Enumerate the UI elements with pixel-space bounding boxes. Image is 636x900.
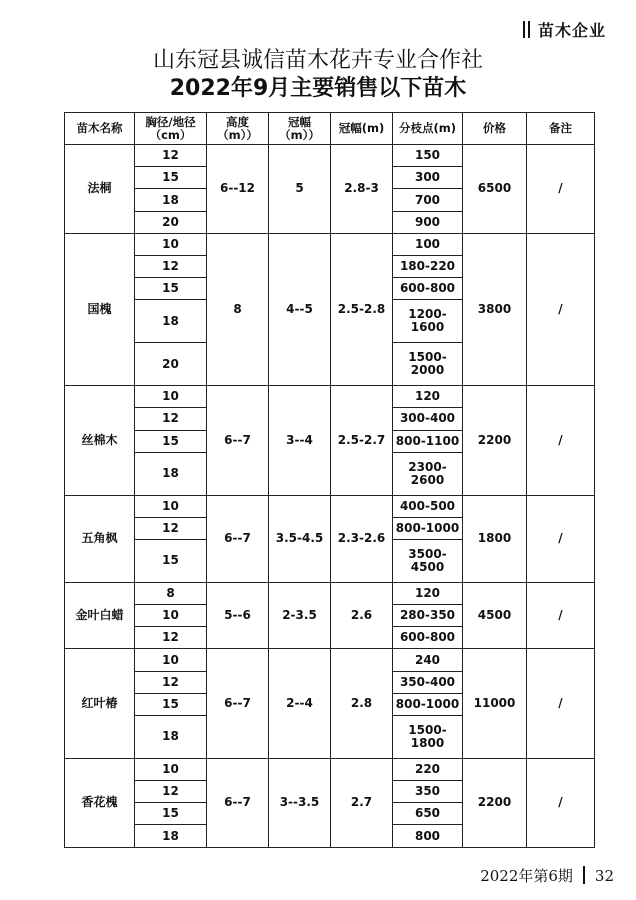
cell-dbh: 15: [135, 278, 207, 300]
header-branch: 分枝点(m): [393, 113, 463, 145]
cell-dbh: 12: [135, 256, 207, 278]
cell-dbh: 12: [135, 145, 207, 167]
cell-branch: 600-800: [393, 627, 463, 649]
cell-dbh: 15: [135, 803, 207, 825]
cell-crown-m: 2.6: [331, 582, 393, 649]
table-row: [65, 145, 595, 167]
cell-dbh: 12: [135, 671, 207, 693]
issue-label: 2022年第6期: [480, 867, 573, 885]
cell-dbh: 12: [135, 781, 207, 803]
tag-bar: [528, 21, 530, 38]
table-row: [65, 758, 595, 780]
cell-dbh: 20: [135, 343, 207, 386]
cell-branch: 600-800: [393, 278, 463, 300]
cell-price: 6500: [463, 145, 527, 234]
cell-branch: 700: [393, 189, 463, 211]
cell-height: 8: [207, 233, 269, 385]
cell-dbh: 18: [135, 189, 207, 211]
cell-height: 6--7: [207, 649, 269, 758]
cell-branch: 1500-1800: [393, 716, 463, 759]
cell-height: 6--12: [207, 145, 269, 234]
cell-branch: 280-350: [393, 605, 463, 627]
cell-name: 国槐: [65, 233, 135, 385]
header-dbh: 胸径/地径 （cm）: [135, 113, 207, 145]
cell-branch: 300: [393, 167, 463, 189]
cell-branch: 800: [393, 825, 463, 848]
cell-name: 丝棉木: [65, 386, 135, 495]
cell-dbh: 18: [135, 300, 207, 343]
cell-branch: 1500-2000: [393, 343, 463, 386]
header-name: 苗木名称: [65, 113, 135, 145]
cell-price: 2200: [463, 758, 527, 847]
cell-branch: 800-1000: [393, 693, 463, 715]
cell-dbh: 15: [135, 430, 207, 452]
cell-note: /: [527, 649, 595, 758]
cell-note: /: [527, 145, 595, 234]
cell-name: 香花槐: [65, 758, 135, 847]
cell-branch: 240: [393, 649, 463, 671]
cell-dbh: 20: [135, 211, 207, 233]
nursery-price-table: [64, 112, 595, 848]
cell-crown: 3.5-4.5: [269, 495, 331, 582]
cell-dbh: 10: [135, 605, 207, 627]
cell-price: 2200: [463, 386, 527, 495]
cell-note: /: [527, 233, 595, 385]
cell-branch: 2300-2600: [393, 452, 463, 495]
table-header-row: [65, 113, 595, 145]
cell-note: /: [527, 582, 595, 649]
cell-branch: 300-400: [393, 408, 463, 430]
page-footer: [480, 865, 614, 886]
tag-bar: [523, 21, 525, 38]
cell-branch: 220: [393, 758, 463, 780]
cell-dbh: 15: [135, 693, 207, 715]
cell-dbh: 10: [135, 233, 207, 255]
cell-crown-m: 2.5-2.8: [331, 233, 393, 385]
table-row: [65, 495, 595, 517]
cell-name: 红叶椿: [65, 649, 135, 758]
cell-dbh: 18: [135, 825, 207, 848]
cell-crown-m: 2.8-3: [331, 145, 393, 234]
cell-price: 1800: [463, 495, 527, 582]
cell-dbh: 8: [135, 582, 207, 604]
cell-crown-m: 2.5-2.7: [331, 386, 393, 495]
cell-branch: 180-220: [393, 256, 463, 278]
header-note: 备注: [527, 113, 595, 145]
cell-branch: 1200-1600: [393, 300, 463, 343]
header-height: 高度 （m））: [207, 113, 269, 145]
cell-crown-m: 2.3-2.6: [331, 495, 393, 582]
cell-branch: 100: [393, 233, 463, 255]
cell-price: 3800: [463, 233, 527, 385]
table-row: [65, 386, 595, 408]
cell-crown-m: 2.8: [331, 649, 393, 758]
title-company: 山东冠县诚信苗木花卉专业合作社: [152, 48, 483, 73]
cell-crown: 3--3.5: [269, 758, 331, 847]
cell-branch: 900: [393, 211, 463, 233]
cell-dbh: 12: [135, 627, 207, 649]
cell-crown: 2--4: [269, 649, 331, 758]
table-row: [65, 649, 595, 671]
table-row: [65, 582, 595, 604]
cell-branch: 800-1000: [393, 517, 463, 539]
cell-dbh: 15: [135, 539, 207, 582]
cell-branch: 800-1100: [393, 430, 463, 452]
cell-crown: 4--5: [269, 233, 331, 385]
header-price: 价格: [463, 113, 527, 145]
cell-dbh: 12: [135, 408, 207, 430]
cell-branch: 350-400: [393, 671, 463, 693]
cell-branch: 350: [393, 781, 463, 803]
table-body: [65, 145, 595, 848]
cell-note: /: [527, 758, 595, 847]
cell-branch: 650: [393, 803, 463, 825]
table-row: [65, 233, 595, 255]
cell-dbh: 18: [135, 452, 207, 495]
cell-note: /: [527, 495, 595, 582]
cell-crown-m: 2.7: [331, 758, 393, 847]
cell-height: 5--6: [207, 582, 269, 649]
section-tag: [523, 18, 606, 41]
section-tag-label: 苗木企业: [537, 21, 606, 40]
cell-crown: 2-3.5: [269, 582, 331, 649]
cell-dbh: 15: [135, 167, 207, 189]
cell-crown: 3--4: [269, 386, 331, 495]
footer-separator: [583, 866, 585, 884]
cell-dbh: 10: [135, 386, 207, 408]
cell-name: 金叶白蜡: [65, 582, 135, 649]
cell-branch: 120: [393, 386, 463, 408]
cell-branch: 120: [393, 582, 463, 604]
cell-branch: 150: [393, 145, 463, 167]
cell-price: 11000: [463, 649, 527, 758]
title-sales: 2022年9月主要销售以下苗木: [169, 76, 467, 101]
cell-dbh: 10: [135, 495, 207, 517]
cell-branch: 3500-4500: [393, 539, 463, 582]
cell-crown: 5: [269, 145, 331, 234]
cell-name: 法桐: [65, 145, 135, 234]
cell-height: 6--7: [207, 386, 269, 495]
cell-dbh: 10: [135, 758, 207, 780]
cell-name: 五角枫: [65, 495, 135, 582]
page-number: 32: [594, 867, 614, 885]
cell-branch: 400-500: [393, 495, 463, 517]
header-crown: 冠幅 （m））: [269, 113, 331, 145]
cell-height: 6--7: [207, 758, 269, 847]
cell-height: 6--7: [207, 495, 269, 582]
header-crown-m: 冠幅(m): [331, 113, 393, 145]
cell-price: 4500: [463, 582, 527, 649]
cell-dbh: 12: [135, 517, 207, 539]
cell-dbh: 18: [135, 716, 207, 759]
cell-dbh: 10: [135, 649, 207, 671]
cell-note: /: [527, 386, 595, 495]
